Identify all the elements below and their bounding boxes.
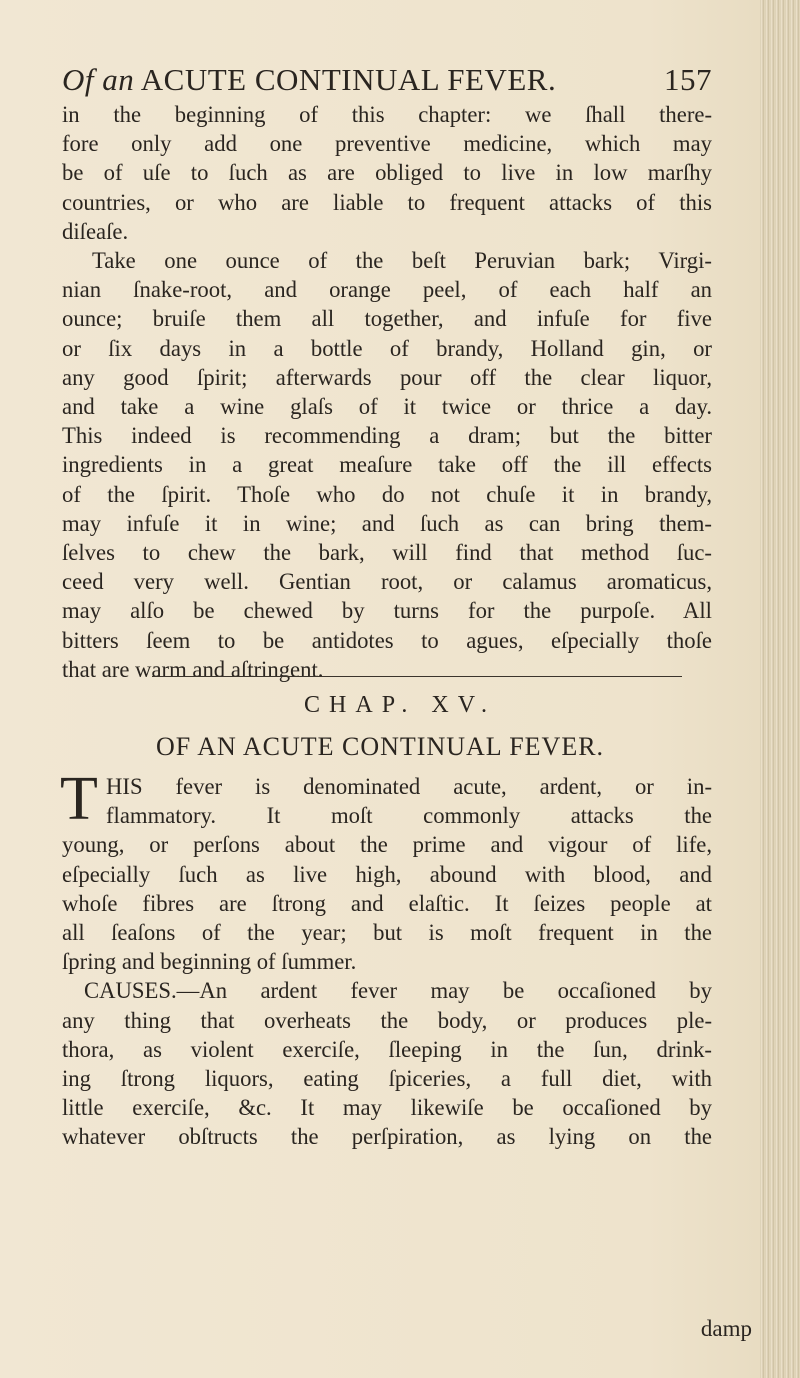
text-line: little exerciſe, &c. It may likewiſe be occaſioned by [62,1095,712,1121]
chapter-number: CHAP. XV. [304,692,496,718]
text-line: whoſe fibres are ſtrong and elaſtic. It ſeizes people at [62,890,712,916]
text-line: diſeaſe. [62,218,129,244]
text-line: eſpecially ſuch as live high, abound with blood, and [62,861,712,887]
text-line: that are warm and aſtringent. [62,656,324,682]
text-line: be of uſe to ſuch as are obliged to live in low marſhy [62,160,712,186]
text-line: ing ſtrong liquors, eating ſpiceries, a full diet, with [62,1066,712,1092]
text-line: fore only add one preventive medicine, which may [62,131,712,157]
chapter-title: OF AN ACUTE CONTINUAL FEVER. [155,732,605,761]
chapter-rule [152,676,682,677]
text-line: of the ſpirit. Thoſe who do not chuſe it in brandy, [62,481,712,507]
text-line: ſelves to chew the bark, will find that method ſuc- [62,540,712,566]
text-line: bitters ſeem to be antidotes to agues, eſpecially thoſe [62,627,712,653]
text-line: Take one ounce of the beſt Peruvian bark; Virgi- [92,248,712,274]
text-line: ſpring and beginning of ſummer. [62,949,357,975]
text-line: and take a wine glaſs of it twice or thrice a day. [62,394,712,420]
catchword: damp [700,1316,752,1341]
text-line: HIS fever is denominated acute, ardent, or in- [106,774,712,799]
text-line: CAUSES.—An ardent fever may be occaſioned by [84,978,712,1004]
text-line: or ſix days in a bottle of brandy, Holland gin, or [62,335,712,361]
running-title-prefix: Of an [62,62,135,97]
page-edge [760,0,800,1378]
running-head [62,62,712,102]
text-line: thora, as violent exerciſe, ſleeping in the ſun, drink- [62,1036,712,1062]
text-line: flammatory. It moſt commonly attacks the [106,803,712,829]
body-text-section1 [62,100,712,684]
text-line: any good ſpirit; afterwards pour off the clear liquor, [62,364,712,390]
text-line: may infuſe it in wine; and ſuch as can bring them- [62,510,712,536]
text-line: in the beginning of this chapter: we ſhall there- [62,102,712,127]
text-line: any thing that overheats the body, or produces ple- [62,1007,712,1033]
text-line: young, or perſons about the prime and vigour of life, [62,832,712,858]
text-line: ingredients in a great meaſure take off the ill effects [62,452,712,478]
text-line: whatever obſtructs the perſpiration, as lying on the [62,1124,712,1150]
text-line: This indeed is recommending a dram; but the bitter [62,423,712,449]
text-line: all ſeaſons of the year; but is moſt frequent in the [62,920,712,946]
page-number: 157 [664,62,712,97]
text-line: countries, or who are liable to frequent attacks of this [62,189,712,215]
text-line: nian ſnake-root, and orange peel, of each half an [62,277,712,303]
drop-cap: T [60,765,98,833]
text-line: ounce; bruiſe them all together, and infuſe for five [62,306,712,332]
running-title-text: ACUTE CONTINUAL FEVER. [140,62,557,97]
text-line: ceed very well. Gentian root, or calamus aromaticus, [62,569,712,595]
text-line: may alſo be chewed by turns for the purpoſe. All [62,598,712,624]
body-text-section2 [62,772,712,1152]
running-title [62,62,556,97]
